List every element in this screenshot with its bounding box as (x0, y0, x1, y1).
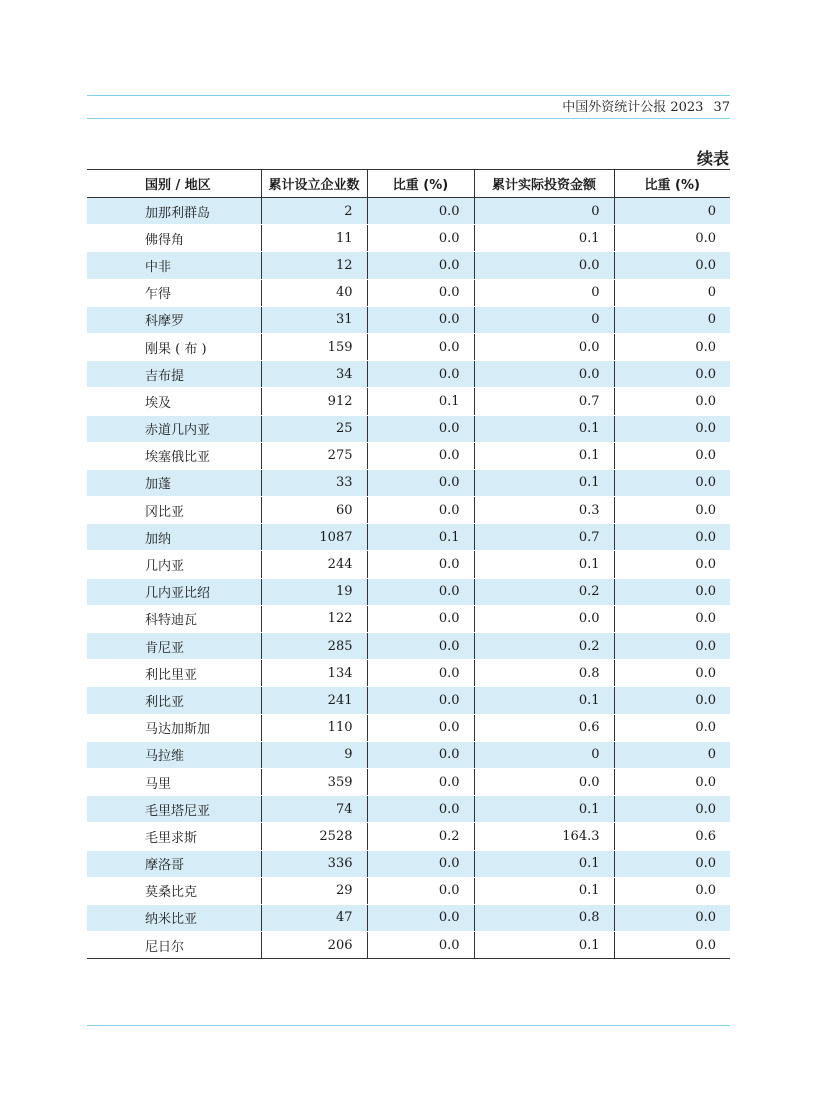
table-cell-investment: 0.1 (474, 469, 614, 496)
table-cell-investment-share: 0.0 (614, 225, 730, 252)
table-cell-investment-share: 0.0 (614, 333, 730, 360)
table-cell-enterprise-share: 0.0 (367, 768, 474, 795)
table-cell-enterprises: 40 (261, 279, 367, 306)
table-row (87, 388, 730, 415)
table-cell-investment-share: 0.0 (614, 551, 730, 578)
running-header (562, 96, 730, 115)
table-cell-country: 马达加斯加 (87, 714, 261, 741)
table-row (87, 823, 730, 850)
table-cell-enterprises: 74 (261, 796, 367, 823)
table-cell-country: 加纳 (87, 524, 261, 551)
table-cell-country: 乍得 (87, 279, 261, 306)
table-cell-country: 利比里亚 (87, 660, 261, 687)
table-cell-investment: 0.1 (474, 442, 614, 469)
table-row (87, 877, 730, 904)
table-cell-investment-share: 0.0 (614, 660, 730, 687)
table-cell-country: 马里 (87, 768, 261, 795)
table-cell-country: 科摩罗 (87, 306, 261, 333)
table-cell-enterprises: 110 (261, 714, 367, 741)
table-cell-country: 莫桑比克 (87, 877, 261, 904)
table-row (87, 850, 730, 877)
table-cell-investment-share: 0.0 (614, 415, 730, 442)
table-row (87, 741, 730, 768)
table-cell-investment: 0 (474, 198, 614, 225)
table-cell-enterprise-share: 0.1 (367, 388, 474, 415)
table-cell-enterprise-share: 0.0 (367, 687, 474, 714)
table-cell-country: 摩洛哥 (87, 850, 261, 877)
table-cell-enterprise-share: 0.0 (367, 850, 474, 877)
table-cell-enterprises: 25 (261, 415, 367, 442)
table-cell-investment: 0.1 (474, 877, 614, 904)
header-bottom-rule (87, 118, 730, 119)
table-cell-investment-share: 0.0 (614, 605, 730, 632)
table-cell-investment: 0.0 (474, 252, 614, 279)
table-row (87, 306, 730, 333)
table-row (87, 578, 730, 605)
table-cell-enterprise-share: 0.0 (367, 442, 474, 469)
table-row (87, 605, 730, 632)
table-cell-investment-share: 0.0 (614, 768, 730, 795)
table-cell-investment-share: 0 (614, 741, 730, 768)
table-cell-investment-share: 0.0 (614, 687, 730, 714)
table-cell-investment: 164.3 (474, 823, 614, 850)
table-cell-investment-share: 0.0 (614, 361, 730, 388)
table-cell-enterprise-share: 0.0 (367, 225, 474, 252)
table-row (87, 714, 730, 741)
table-cell-enterprise-share: 0.0 (367, 415, 474, 442)
table-cell-enterprises: 2528 (261, 823, 367, 850)
table-cell-country: 刚果 ( 布 ) (87, 333, 261, 360)
table-cell-enterprise-share: 0.0 (367, 279, 474, 306)
table-cell-investment-share: 0.0 (614, 633, 730, 660)
table-row (87, 633, 730, 660)
table-row (87, 442, 730, 469)
table-cell-enterprise-share: 0.0 (367, 578, 474, 605)
table-row (87, 524, 730, 551)
column-header-investment-share: 比重 (%) (614, 170, 730, 198)
table-cell-investment: 0.1 (474, 687, 614, 714)
table-row (87, 333, 730, 360)
table-cell-investment-share: 0.0 (614, 442, 730, 469)
table-cell-investment-share: 0.0 (614, 877, 730, 904)
table-cell-investment: 0 (474, 741, 614, 768)
table-cell-enterprises: 11 (261, 225, 367, 252)
table-cell-country: 纳米比亚 (87, 904, 261, 931)
table-cell-country: 利比亚 (87, 687, 261, 714)
table-cell-country: 冈比亚 (87, 497, 261, 524)
table-cell-enterprises: 9 (261, 741, 367, 768)
table-cell-investment-share: 0.0 (614, 497, 730, 524)
table-body (87, 198, 730, 959)
table-cell-enterprises: 29 (261, 877, 367, 904)
table-cell-investment: 0.1 (474, 796, 614, 823)
table-cell-investment-share: 0.6 (614, 823, 730, 850)
table-cell-enterprises: 244 (261, 551, 367, 578)
table-cell-enterprise-share: 0.0 (367, 877, 474, 904)
table-cell-investment: 0.8 (474, 660, 614, 687)
table-cell-country: 佛得角 (87, 225, 261, 252)
table-cell-enterprise-share: 0.0 (367, 633, 474, 660)
table-header-row (87, 170, 730, 198)
table-cell-enterprise-share: 0.0 (367, 469, 474, 496)
table-cell-enterprise-share: 0.0 (367, 551, 474, 578)
table-cell-investment-share: 0.0 (614, 252, 730, 279)
table-row (87, 932, 730, 959)
table-row (87, 279, 730, 306)
footer-rule (87, 1025, 730, 1026)
table-cell-enterprises: 159 (261, 333, 367, 360)
table-cell-investment-share: 0.0 (614, 469, 730, 496)
table-row (87, 361, 730, 388)
table-cell-investment: 0.8 (474, 904, 614, 931)
table-cell-investment-share: 0.0 (614, 850, 730, 877)
table-cell-enterprises: 2 (261, 198, 367, 225)
table-cell-investment: 0.1 (474, 225, 614, 252)
table-row (87, 497, 730, 524)
table-cell-investment-share: 0.0 (614, 904, 730, 931)
table-cell-investment: 0.1 (474, 932, 614, 959)
table-cell-enterprise-share: 0.0 (367, 497, 474, 524)
table-row (87, 415, 730, 442)
column-header-investment: 累计实际投资金额 (474, 170, 614, 198)
table-cell-investment: 0.2 (474, 578, 614, 605)
table-cell-investment-share: 0.0 (614, 388, 730, 415)
table-cell-enterprise-share: 0.0 (367, 605, 474, 632)
table-cell-investment: 0.1 (474, 415, 614, 442)
table-cell-country: 赤道几内亚 (87, 415, 261, 442)
table-cell-country: 吉布提 (87, 361, 261, 388)
table-cell-enterprise-share: 0.0 (367, 361, 474, 388)
table-cell-investment: 0.7 (474, 524, 614, 551)
table-cell-investment-share: 0.0 (614, 932, 730, 959)
table-row (87, 469, 730, 496)
table-cell-enterprises: 134 (261, 660, 367, 687)
table-row (87, 198, 730, 225)
page-number: 37 (713, 100, 730, 115)
table-cell-enterprises: 336 (261, 850, 367, 877)
table-row (87, 660, 730, 687)
table-cell-investment: 0.2 (474, 633, 614, 660)
table-cell-investment-share: 0.0 (614, 714, 730, 741)
table-cell-investment: 0 (474, 306, 614, 333)
table-row (87, 904, 730, 931)
table-cell-enterprises: 19 (261, 578, 367, 605)
table-cell-investment-share: 0.0 (614, 578, 730, 605)
table-cell-enterprise-share: 0.2 (367, 823, 474, 850)
table-cell-enterprises: 285 (261, 633, 367, 660)
table-cell-country: 科特迪瓦 (87, 605, 261, 632)
table-cell-enterprises: 34 (261, 361, 367, 388)
table-cell-investment: 0.0 (474, 333, 614, 360)
column-header-country: 国别 / 地区 (87, 170, 261, 198)
table-cell-enterprises: 47 (261, 904, 367, 931)
publication-title: 中国外资统计公报 2023 (562, 100, 704, 115)
table-cell-enterprises: 122 (261, 605, 367, 632)
table-cell-country: 加蓬 (87, 469, 261, 496)
table-row (87, 768, 730, 795)
column-header-enterprise-share: 比重 (%) (367, 170, 474, 198)
table-row (87, 551, 730, 578)
fdi-africa-table (87, 169, 730, 959)
continued-table-label: 续表 (696, 149, 729, 168)
table-cell-enterprise-share: 0.0 (367, 306, 474, 333)
table-row (87, 687, 730, 714)
table-cell-enterprises: 241 (261, 687, 367, 714)
table-cell-enterprise-share: 0.0 (367, 904, 474, 931)
table-cell-enterprises: 1087 (261, 524, 367, 551)
table-row (87, 796, 730, 823)
table-cell-enterprise-share: 0.0 (367, 198, 474, 225)
table-cell-country: 加那利群岛 (87, 198, 261, 225)
column-header-enterprises: 累计设立企业数 (261, 170, 367, 198)
table-cell-investment: 0.1 (474, 850, 614, 877)
table-cell-investment: 0.6 (474, 714, 614, 741)
table-cell-enterprises: 359 (261, 768, 367, 795)
table-cell-enterprise-share: 0.0 (367, 660, 474, 687)
table-cell-country: 毛里塔尼亚 (87, 796, 261, 823)
table-cell-enterprise-share: 0.1 (367, 524, 474, 551)
table-cell-enterprises: 206 (261, 932, 367, 959)
table-cell-country: 马拉维 (87, 741, 261, 768)
table-cell-country: 埃及 (87, 388, 261, 415)
table-cell-enterprise-share: 0.0 (367, 714, 474, 741)
table-cell-investment: 0.0 (474, 768, 614, 795)
table-cell-investment-share: 0 (614, 306, 730, 333)
table-cell-investment: 0.0 (474, 361, 614, 388)
table-cell-country: 尼日尔 (87, 932, 261, 959)
table-cell-enterprise-share: 0.0 (367, 252, 474, 279)
table-cell-country: 几内亚 (87, 551, 261, 578)
table-cell-enterprises: 31 (261, 306, 367, 333)
table-cell-investment: 0.1 (474, 551, 614, 578)
table-row (87, 225, 730, 252)
table-cell-investment: 0.3 (474, 497, 614, 524)
table-cell-investment-share: 0 (614, 198, 730, 225)
table-cell-enterprise-share: 0.0 (367, 333, 474, 360)
table-cell-country: 埃塞俄比亚 (87, 442, 261, 469)
table-cell-investment: 0.0 (474, 605, 614, 632)
table-row (87, 252, 730, 279)
table-cell-investment: 0 (474, 279, 614, 306)
table-cell-country: 几内亚比绍 (87, 578, 261, 605)
table-cell-enterprises: 33 (261, 469, 367, 496)
table-cell-enterprises: 275 (261, 442, 367, 469)
table-cell-enterprises: 60 (261, 497, 367, 524)
table-cell-country: 中非 (87, 252, 261, 279)
table-cell-enterprises: 912 (261, 388, 367, 415)
table-cell-country: 肯尼亚 (87, 633, 261, 660)
table-cell-investment-share: 0.0 (614, 524, 730, 551)
table-cell-investment-share: 0.0 (614, 796, 730, 823)
table-cell-enterprise-share: 0.0 (367, 932, 474, 959)
table-cell-investment-share: 0 (614, 279, 730, 306)
table-cell-enterprise-share: 0.0 (367, 741, 474, 768)
table-cell-enterprises: 12 (261, 252, 367, 279)
table-cell-country: 毛里求斯 (87, 823, 261, 850)
table-cell-investment: 0.7 (474, 388, 614, 415)
table-cell-enterprise-share: 0.0 (367, 796, 474, 823)
